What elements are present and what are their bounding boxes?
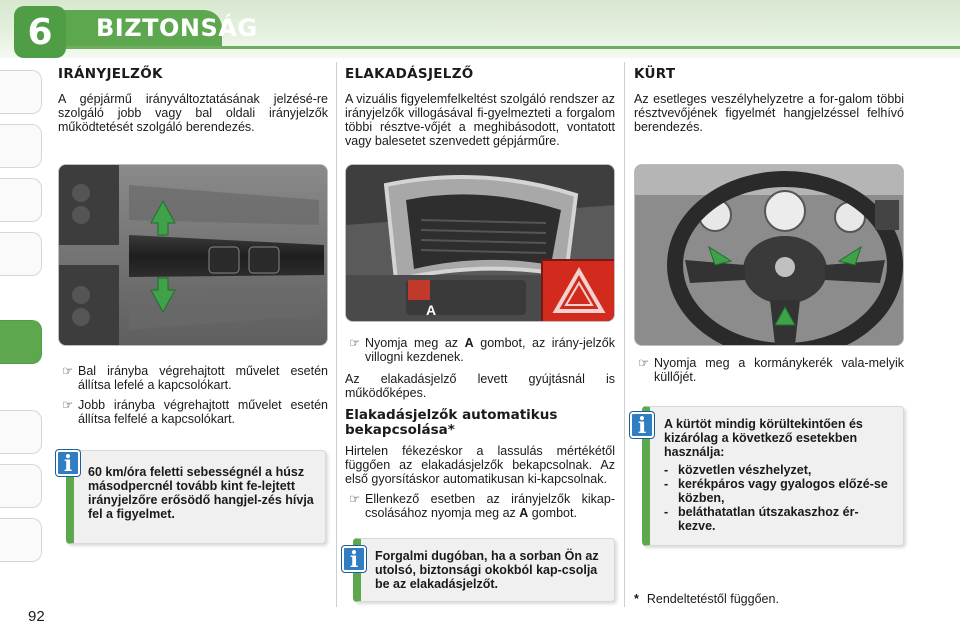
subsection-heading: Elakadásjelzők automatikus bekapcsolása* [345, 407, 558, 438]
side-tab-6 [0, 410, 42, 454]
footnote: * Rendeltetéstől függően. [634, 592, 779, 606]
list-item: - beláthatatlan útszakaszhoz ér-kezve. [664, 505, 859, 533]
section-intro: A gépjármű irányváltoztatásának jelzésé-re szolgáló jobb vagy bal oldali irányjelzők működtetését szolgáló berendezés. [58, 92, 328, 134]
bullet-right-turn: ☞ Jobb irányba végrehajtott művelet esetén állítsa felfelé a kapcsolókart. [58, 398, 328, 426]
section-heading: KÜRT [634, 66, 676, 82]
column-divider [624, 62, 625, 607]
side-tab-2 [0, 124, 42, 168]
horn-instructions [634, 350, 904, 384]
turn-signal-stalk-photo [58, 164, 328, 346]
list-item: - kerékpáros vagy gyalogos előzé-se közben, [664, 477, 888, 505]
column-divider [336, 62, 337, 607]
info-icon: i [630, 412, 654, 438]
header-line [60, 46, 960, 49]
bullet-deactivate: ☞ Ellenkező esetben az irányjelzők kikap-csolásához nyomja meg az A gombot. [345, 492, 615, 520]
hazard-section [345, 60, 615, 148]
stalk-illustration [59, 165, 328, 346]
horn-section [634, 60, 904, 134]
dashboard-illustration [346, 165, 615, 322]
side-tab-4 [0, 232, 42, 276]
hand-pointer-icon: ☞ [62, 398, 74, 412]
turn-signal-bullets [58, 358, 328, 426]
section-intro: Az esetleges veszélyhelyzetre a for-galom többi résztvevőjének figyelmét hangjelzéssel felhívó berendezés. [634, 92, 904, 134]
side-tab-1 [0, 70, 42, 114]
page-title: BIZTONSÁG [96, 14, 258, 42]
page-number: 92 [28, 608, 45, 625]
info-box-hazard: Forgalmi dugóban, ha a sorban Ön az utolsó, biztonsági okokból kap-csolja be az elakadásjelzőt. [353, 538, 615, 602]
section-heading: ELAKADÁSJELZŐ [345, 66, 474, 82]
info-icon: i [342, 546, 366, 572]
turn-signals-section [58, 60, 328, 134]
side-tab-7 [0, 464, 42, 508]
side-tab-3 [0, 178, 42, 222]
button-label-a: A [426, 302, 437, 318]
chapter-number-badge: 6 [14, 6, 66, 58]
hand-pointer-icon: ☞ [638, 356, 650, 370]
steering-wheel-illustration [635, 165, 904, 346]
info-icon: i [56, 450, 80, 476]
hand-pointer-icon: ☞ [62, 364, 74, 378]
side-tab-active [0, 320, 42, 364]
list-item: - közvetlen vészhelyzet, [664, 463, 812, 477]
hazard-instructions [345, 330, 615, 520]
bullet-press-spoke: ☞ Nyomja meg a kormánykerék vala-melyik küllőjét. [634, 356, 904, 384]
hand-pointer-icon: ☞ [349, 336, 361, 350]
info-box-turn-signals: 60 km/óra feletti sebességnél a húsz másodpercnél tovább kint fe-lejtett irányjelzőre erősödő hangjel-zés hívja fel a figyelmet. [66, 450, 326, 544]
bullet-left-turn: ☞ Bal irányba végrehajtott művelet esetén állítsa lefelé a kapcsolókart. [58, 364, 328, 392]
bullet-press-a: ☞ Nyomja meg az A gombot, az irány-jelzők villogni kezdenek. [345, 336, 615, 364]
side-tab-8 [0, 518, 42, 562]
steering-wheel-photo [634, 164, 904, 346]
section-heading: IRÁNYJELZŐK [58, 66, 163, 82]
hand-pointer-icon: ☞ [349, 492, 361, 506]
section-intro: A vizuális figyelemfelkeltést szolgáló rendszer az irányjelzők villogásával fi-gyelmezteti a forgalom többi résztve-vőjét a meghibásodott, vontatott vagy balesetet szenvedett gépjárműre. [345, 92, 615, 148]
brand-logo [775, 257, 795, 277]
hazard-button-photo [345, 164, 615, 322]
ignition-note: Az elakadásjelző levett gyújtásnál is működőképes. [345, 372, 615, 400]
info-box-horn: A kürtöt mindig körültekintően és kizárólag a következő esetekben használja: - közvetlen vészhelyzet, - kerékpáros vagy gyalogos előzé-se közben, - beláthatatlan útszakaszhoz ér-kezve. [642, 406, 904, 546]
auto-activation-text: Hirtelen fékezéskor a lassulás mértékétől függően az elakadásjelzők bekapcsolnak. Az első gyorsításkor automatikusan ki-kapcsolnak. [345, 444, 615, 486]
